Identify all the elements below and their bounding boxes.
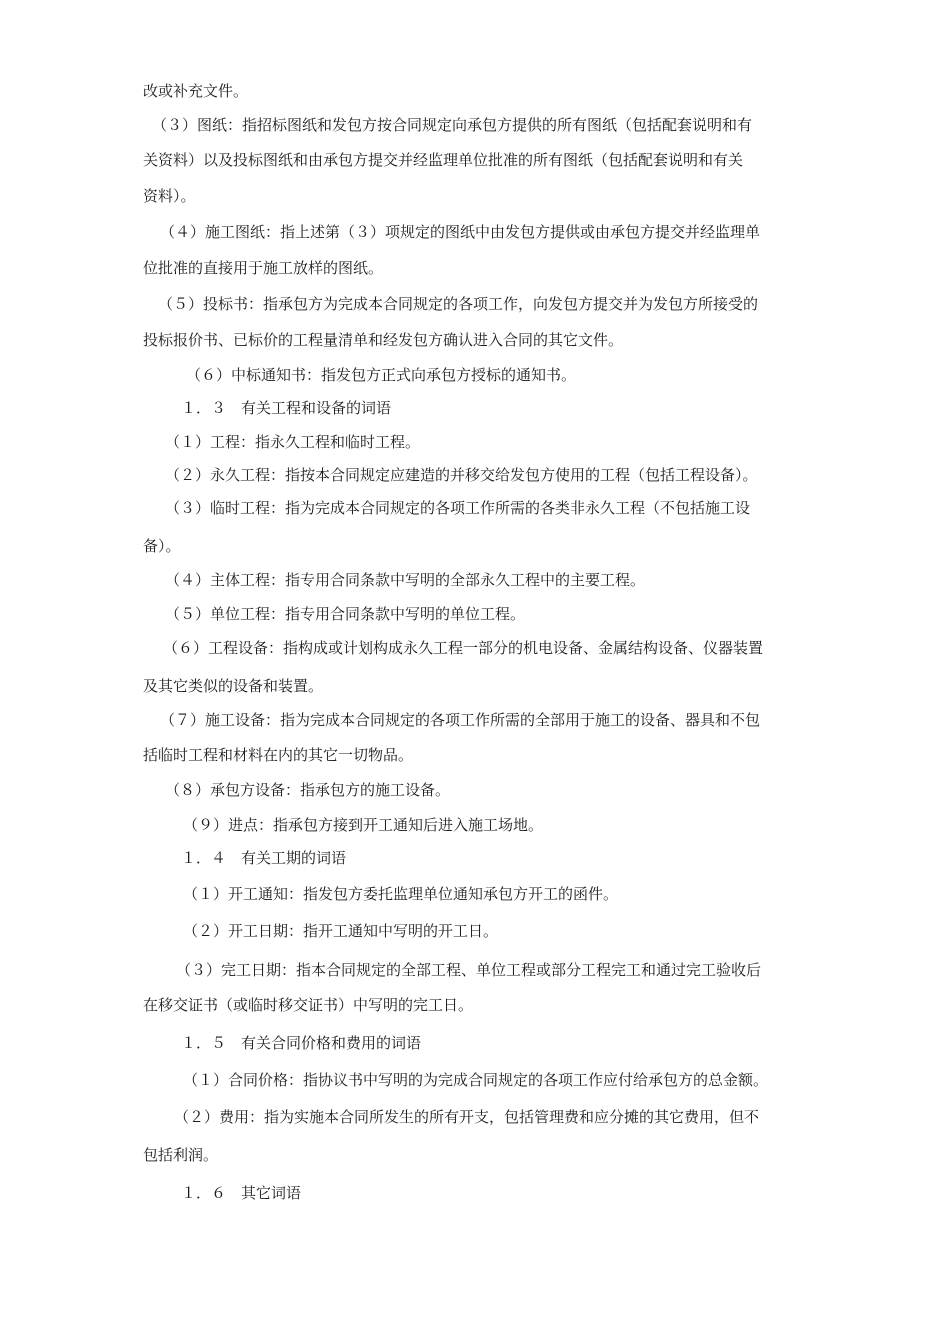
- text-line: （１）开工通知：指发包方委托监理单位通知承包方开工的函件。: [183, 885, 619, 903]
- text-line: 投标报价书、已标价的工程量清单和经发包方确认进入合同的其它文件。: [143, 331, 624, 349]
- text-line: （２）费用：指为实施本合同所发生的所有开支，包括管理费和应分摊的其它费用，但不: [174, 1108, 760, 1126]
- text-line: （４）施工图纸：指上述第（３）项规定的图纸中由发包方提供或由承包方提交并经监理单: [160, 223, 761, 241]
- text-line: 包括利润。: [143, 1146, 219, 1164]
- text-line: 关资料）以及投标图纸和由承包方提交并经监理单位批准的所有图纸（包括配套说明和有关: [143, 151, 744, 169]
- text-line: （１）工程：指永久工程和临时工程。: [165, 433, 421, 451]
- text-line: （１）合同价格：指协议书中写明的为完成合同规定的各项工作应付给承包方的总金额。: [183, 1071, 769, 1089]
- section-heading: １．６ 其它词语: [181, 1184, 302, 1202]
- text-line: （３）临时工程：指为完成本合同规定的各项工作所需的各类非永久工程（不包括施工设: [165, 499, 751, 517]
- text-line: （８）承包方设备：指承包方的施工设备。: [165, 781, 451, 799]
- text-line: （９）进点：指承包方接到开工通知后进入施工场地。: [183, 816, 544, 834]
- text-line: （５）投标书：指承包方为完成本合同规定的各项工作，向发包方提交并为发包方所接受的: [158, 295, 759, 313]
- section-heading: １．５ 有关合同价格和费用的词语: [181, 1034, 422, 1052]
- text-line: 改或补充文件。: [143, 82, 249, 100]
- text-line: （５）单位工程：指专用合同条款中写明的单位工程。: [165, 605, 526, 623]
- text-line: 位批准的直接用于施工放样的图纸。: [143, 259, 384, 277]
- text-line: （３）图纸：指招标图纸和发包方按合同规定向承包方提供的所有图纸（包括配套说明和有: [152, 116, 753, 134]
- text-line: （２）开工日期：指开工通知中写明的开工日。: [183, 922, 499, 940]
- text-line: 及其它类似的设备和装置。: [143, 677, 324, 695]
- section-heading: １．４ 有关工期的词语: [181, 849, 347, 867]
- text-line: 括临时工程和材料在内的其它一切物品。: [143, 746, 414, 764]
- text-line: （２）永久工程：指按本合同规定应建造的并移交给发包方使用的工程（包括工程设备）。: [165, 466, 758, 484]
- text-line: （７）施工设备：指为完成本合同规定的各项工作所需的全部用于施工的设备、器具和不包: [160, 711, 761, 729]
- text-line: 在移交证书（或临时移交证书）中写明的完工日。: [143, 996, 474, 1014]
- text-line: 备）。: [143, 537, 181, 555]
- text-line: （４）主体工程：指专用合同条款中写明的全部永久工程中的主要工程。: [165, 571, 646, 589]
- text-line: （６）中标通知书：指发包方正式向承包方授标的通知书。: [186, 366, 577, 384]
- text-line: （３）完工日期：指本合同规定的全部工程、单位工程或部分工程完工和通过完工验收后: [176, 961, 762, 979]
- text-line: 资料）。: [143, 187, 196, 205]
- section-heading: １．３ 有关工程和设备的词语: [181, 399, 392, 417]
- text-line: （６）工程设备：指构成或计划构成永久工程一部分的机电设备、金属结构设备、仪器装置: [163, 639, 764, 657]
